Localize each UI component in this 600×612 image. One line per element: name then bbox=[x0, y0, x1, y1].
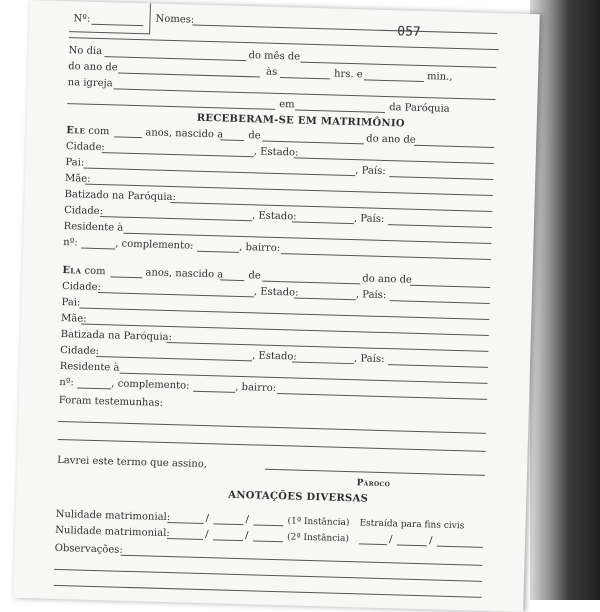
witnesses-label: Foram testemunhas: bbox=[58, 394, 164, 409]
slash-3b: / bbox=[428, 535, 433, 547]
groom-age-field[interactable] bbox=[114, 136, 142, 138]
observation-line-1[interactable] bbox=[121, 555, 483, 566]
groom-city-field[interactable] bbox=[102, 152, 254, 157]
observation-line-3[interactable] bbox=[54, 585, 482, 598]
church-field[interactable] bbox=[114, 88, 496, 100]
segunda-instancia: (2ª Instância) bbox=[286, 532, 350, 545]
bride-cidade-2: Cidade: bbox=[60, 344, 100, 358]
bride-baptism-country-field[interactable] bbox=[388, 364, 488, 368]
bride-birth-month-field[interactable] bbox=[262, 281, 360, 285]
bride-estado-2: , Estado: bbox=[251, 350, 297, 363]
bride-cidade: Cidade: bbox=[61, 281, 102, 294]
bride-district-field[interactable] bbox=[277, 393, 487, 400]
names-field[interactable] bbox=[192, 25, 497, 35]
section-title: RECEBERAM-SE EM MATRIMÔNIO bbox=[196, 112, 406, 130]
bride-numero: nº: bbox=[59, 376, 74, 389]
slash-3a: / bbox=[388, 534, 393, 546]
nulidade-2-day-field[interactable] bbox=[167, 538, 203, 540]
nulidade-2-month-field[interactable] bbox=[213, 539, 243, 541]
groom-country-field[interactable] bbox=[389, 176, 493, 180]
bride-ano: do ano de bbox=[362, 273, 413, 286]
paroco-label: Pároco bbox=[356, 478, 391, 490]
intro-mes: do mês de bbox=[248, 50, 301, 63]
groom-estado: , Estado: bbox=[253, 146, 299, 159]
bride-estado: , Estado: bbox=[253, 286, 299, 299]
bride-complemento: , complemento: bbox=[111, 378, 190, 392]
groom-bairro: , bairro: bbox=[239, 241, 281, 255]
bride-de: de bbox=[248, 270, 261, 282]
groom-birth-year-field[interactable] bbox=[414, 145, 494, 148]
bride-birth-day-field[interactable] bbox=[220, 279, 244, 281]
day-field[interactable] bbox=[104, 56, 246, 61]
bride-city-field[interactable] bbox=[98, 292, 254, 297]
nulidade-1-day-field[interactable] bbox=[167, 522, 203, 524]
groom-ano: do ano de bbox=[366, 133, 416, 146]
bride-nascido: anos, nascido a bbox=[145, 267, 224, 281]
civil-day-field[interactable] bbox=[359, 543, 387, 545]
bride-residente: Residente à bbox=[59, 360, 120, 374]
groom-batizado: Batizado na Paróquia: bbox=[64, 189, 177, 204]
groom-district-field[interactable] bbox=[281, 253, 491, 260]
bride-baptism-field[interactable] bbox=[166, 342, 488, 352]
bride-pais: , País: bbox=[355, 289, 387, 302]
intro-ano: do ano de bbox=[68, 61, 118, 74]
bride-baptism-state-field[interactable] bbox=[292, 361, 354, 364]
groom-complemento: , complemento: bbox=[115, 238, 194, 252]
intro-em: em bbox=[279, 99, 295, 111]
signature-field[interactable] bbox=[265, 469, 485, 476]
groom-birth-month-field[interactable] bbox=[262, 141, 364, 145]
groom-residente: Residente à bbox=[63, 221, 124, 234]
bride-com: com bbox=[84, 265, 106, 278]
civil-month-field[interactable] bbox=[397, 544, 427, 546]
names-label: Nomes: bbox=[155, 13, 195, 26]
groom-baptism-city-field[interactable] bbox=[100, 216, 252, 221]
groom-pais-2: , País: bbox=[353, 213, 385, 225]
witness-line-2[interactable] bbox=[58, 439, 486, 452]
bride-mae: Mãe: bbox=[60, 312, 87, 325]
observacoes-label: Observações: bbox=[54, 542, 123, 556]
groom-com: com bbox=[88, 125, 110, 138]
groom-number-field[interactable] bbox=[81, 248, 115, 250]
notes-title: ANOTAÇÕES DIVERSAS bbox=[228, 489, 369, 505]
slash-2a: / bbox=[204, 529, 209, 541]
groom-birth-day-field[interactable] bbox=[220, 139, 244, 141]
primeira-instancia: (1ª Instância) bbox=[287, 516, 350, 529]
intro-min: min., bbox=[426, 71, 453, 83]
slash-2b: / bbox=[244, 530, 249, 542]
intro-no-dia: No dia bbox=[68, 45, 103, 58]
bride-country-field[interactable] bbox=[390, 300, 490, 304]
year-field[interactable] bbox=[118, 72, 260, 77]
bride-pai: Pai: bbox=[61, 297, 81, 309]
minute-field[interactable] bbox=[364, 79, 424, 82]
bride-complement-field[interactable] bbox=[193, 391, 235, 393]
groom-pais: , País: bbox=[355, 165, 386, 177]
header-rule bbox=[69, 37, 499, 50]
registry-page bbox=[13, 0, 539, 612]
groom-baptism-state-field[interactable] bbox=[292, 221, 354, 224]
groom-state-field[interactable] bbox=[294, 157, 494, 164]
nulidade-label-2: Nulidade matrimonial: bbox=[55, 524, 170, 540]
bride-baptism-city-field[interactable] bbox=[96, 356, 252, 361]
nulidade-2-year-field[interactable] bbox=[253, 540, 283, 542]
slash-1b: / bbox=[245, 514, 250, 526]
groom-numero: nº: bbox=[63, 237, 78, 249]
nulidade-1-month-field[interactable] bbox=[213, 523, 243, 525]
observation-line-2[interactable] bbox=[54, 569, 482, 582]
groom-lead: Ele bbox=[66, 125, 86, 137]
groom-complement-field[interactable] bbox=[197, 251, 239, 253]
groom-cidade: Cidade: bbox=[65, 141, 105, 154]
intro-hrs: hrs. e bbox=[333, 68, 363, 81]
civil-year-field[interactable] bbox=[437, 546, 483, 548]
intro-as: às bbox=[265, 66, 278, 78]
groom-father-field[interactable] bbox=[83, 168, 355, 177]
nulidade-1-year-field[interactable] bbox=[253, 524, 283, 526]
groom-baptism-country-field[interactable] bbox=[388, 224, 492, 228]
groom-estado-2: , Estado: bbox=[251, 210, 297, 223]
number-label: Nº: bbox=[73, 13, 91, 25]
bride-state-field[interactable] bbox=[294, 297, 356, 300]
record-number: 057 bbox=[397, 24, 421, 40]
closing-text: Lavrei este termo que assino, bbox=[57, 454, 208, 471]
hour-field[interactable] bbox=[280, 77, 330, 79]
book-spine-edge bbox=[530, 0, 600, 600]
bride-batizada: Batizada na Paróquia: bbox=[60, 328, 173, 344]
bride-number-field[interactable] bbox=[77, 387, 111, 389]
intro-paroquia: da Paróquia bbox=[388, 102, 450, 115]
bride-bairro: , bairro: bbox=[235, 381, 277, 395]
groom-mae: Mãe: bbox=[64, 173, 91, 185]
estraida-label: Estraída para fins civis bbox=[359, 518, 465, 532]
month-field[interactable] bbox=[300, 62, 496, 68]
city-field[interactable] bbox=[295, 109, 385, 113]
nulidade-label-1: Nulidade matrimonial: bbox=[55, 508, 171, 524]
groom-pai: Pai: bbox=[65, 157, 85, 169]
church-extra-field[interactable] bbox=[67, 103, 275, 110]
slash-1a: / bbox=[205, 513, 210, 525]
bride-age-field[interactable] bbox=[110, 276, 142, 278]
intro-igreja: na igreja bbox=[67, 77, 113, 90]
bride-lead: Ela bbox=[62, 265, 82, 277]
groom-de: de bbox=[248, 130, 261, 142]
groom-nascido: anos, nascido a bbox=[145, 127, 224, 141]
groom-baptism-field[interactable] bbox=[170, 202, 492, 212]
bride-pais-2: , País: bbox=[353, 353, 385, 366]
bride-father-field[interactable] bbox=[79, 308, 489, 320]
bride-birth-year-field[interactable] bbox=[410, 285, 490, 288]
groom-cidade-2: Cidade: bbox=[63, 205, 104, 218]
witness-line-1[interactable] bbox=[58, 421, 486, 434]
